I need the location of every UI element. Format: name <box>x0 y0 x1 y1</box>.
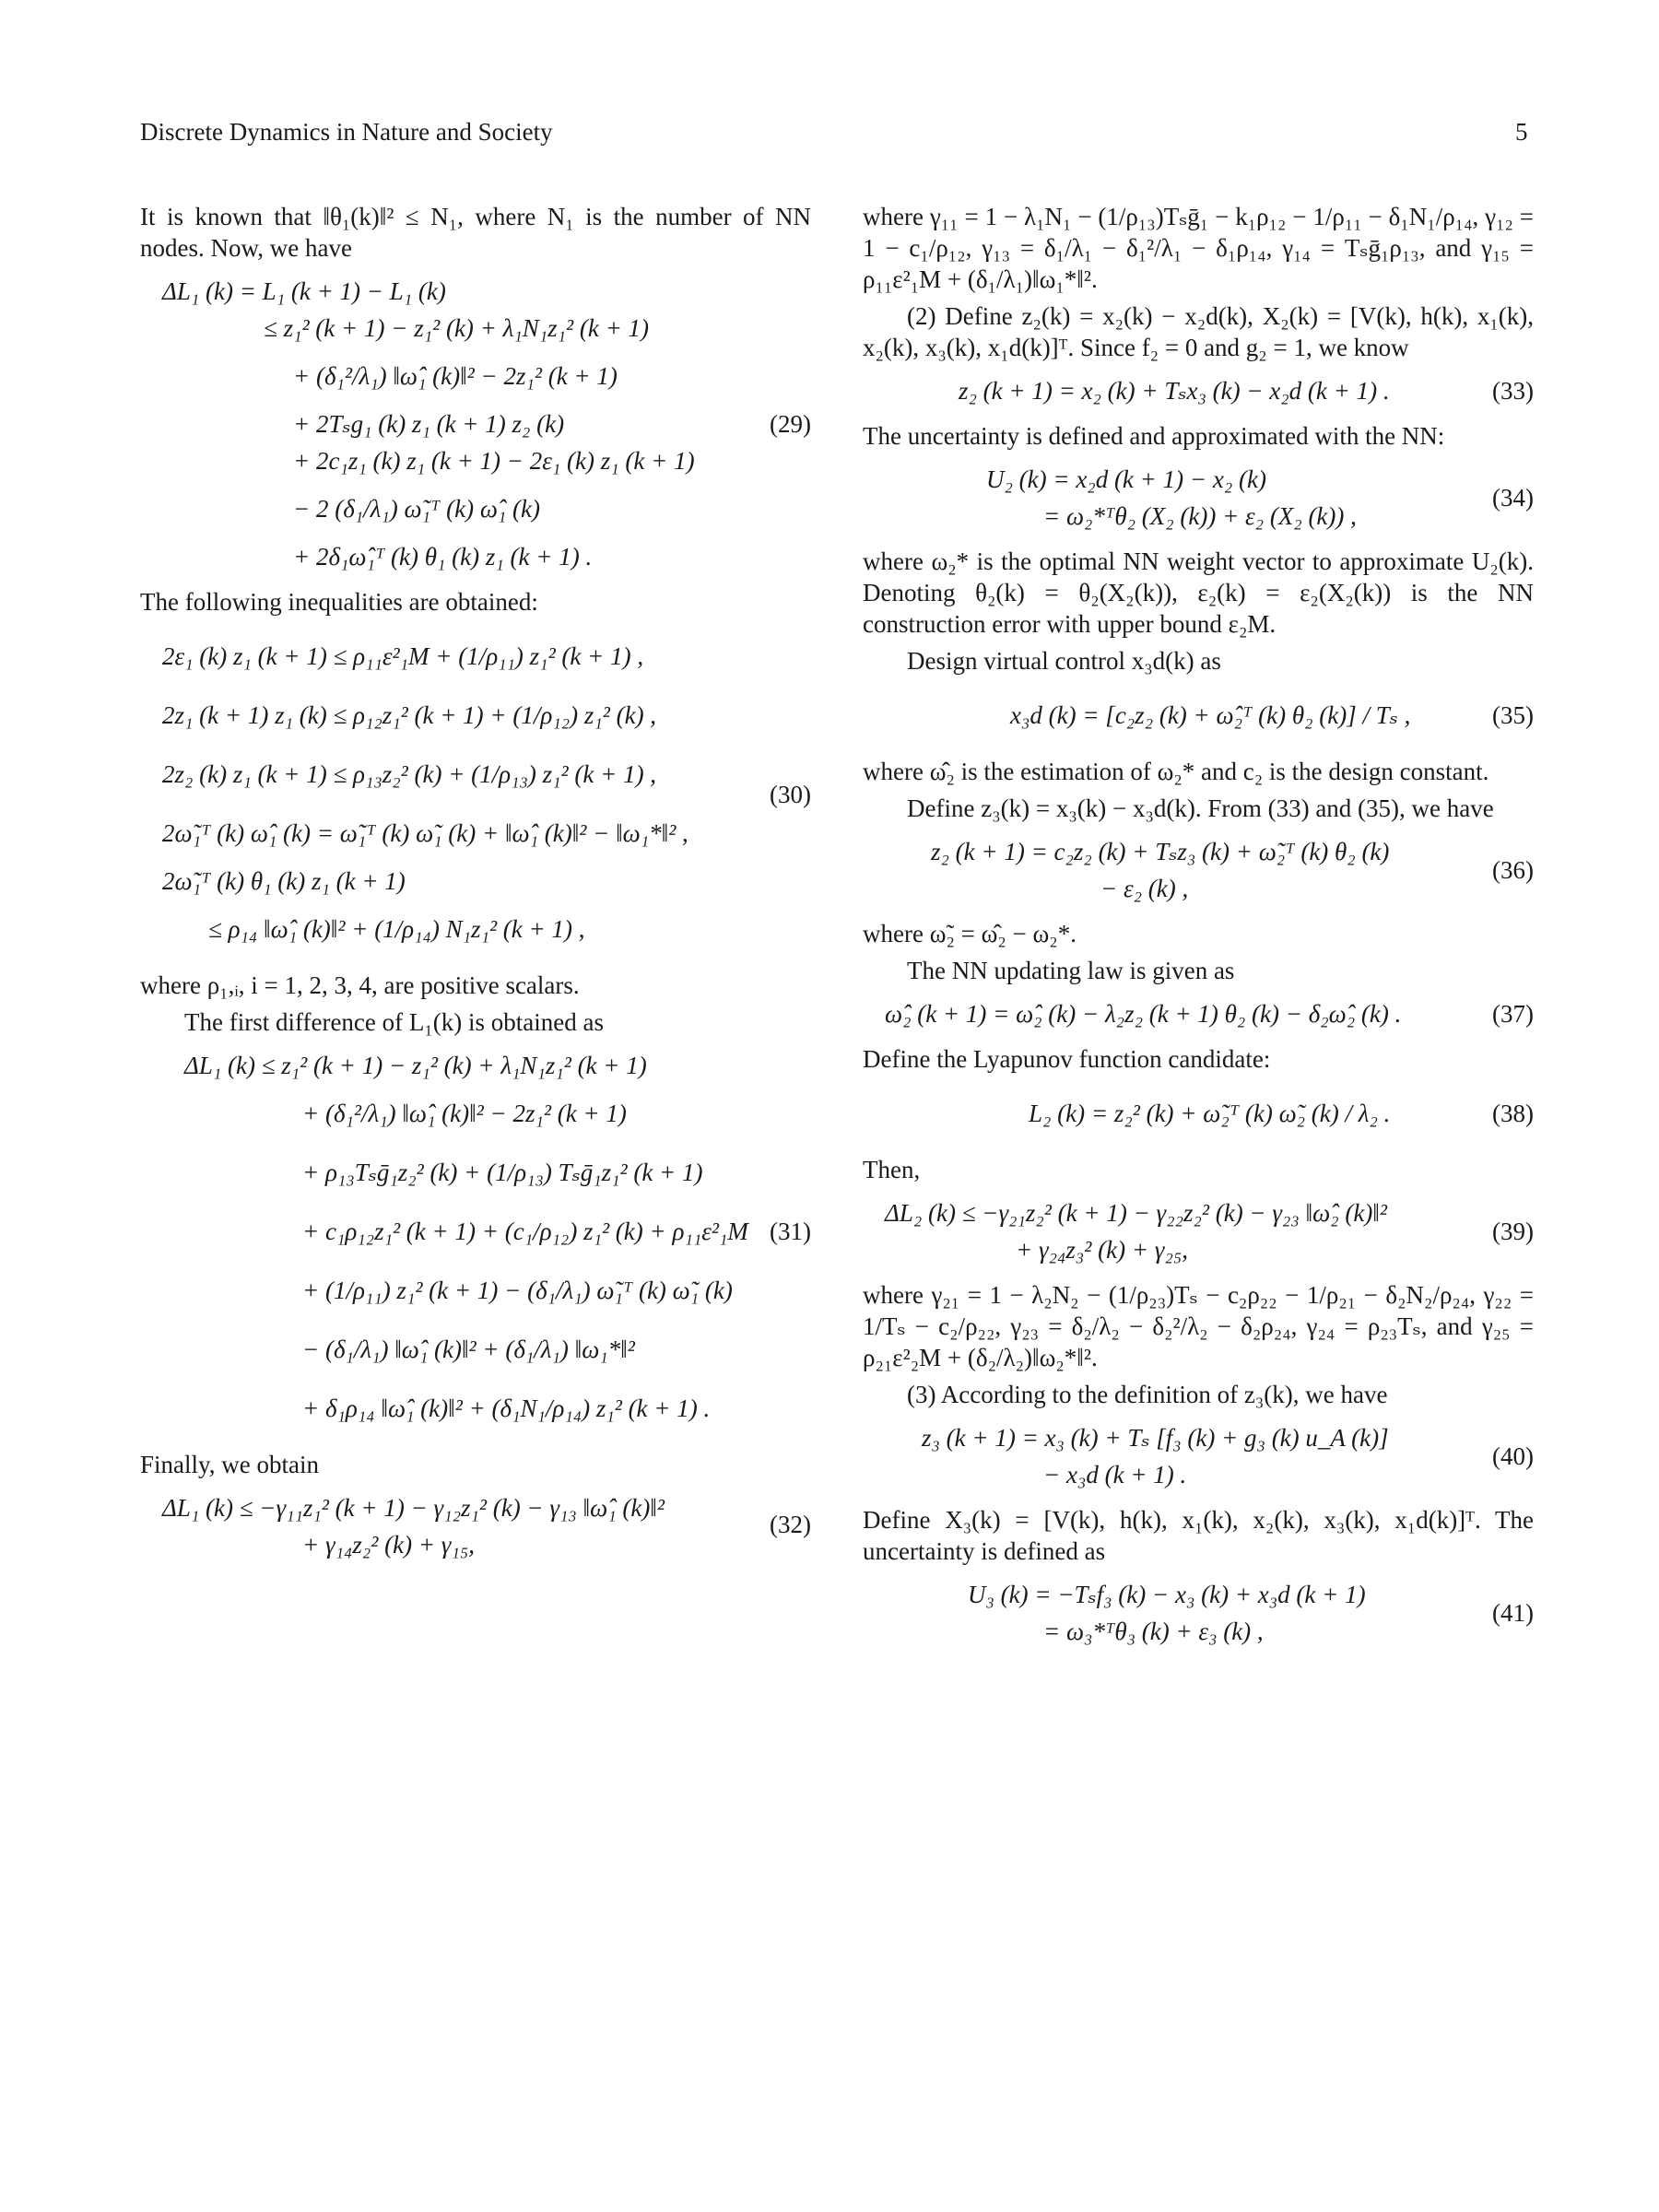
equation-text: x₃d (k) = [c₂z₂ (k) + ω̂₂ᵀ (k) θ₂ (k)] / Tₛ , <box>1010 701 1411 729</box>
paragraph: where ρ₁,ᵢ, i = 1, 2, 3, 4, are positive scalars. <box>140 971 580 999</box>
equation-line: U₂ (k) = x₂d (k + 1) − x₂ (k) <box>986 465 1266 493</box>
equation-line: 2ω̃₁ᵀ (k) ω̂₁ (k) = ω̃₁ᵀ (k) ω̃₁ (k) + ‖ω̂₁ (k)‖² − ‖ω₁*‖² , <box>162 819 688 847</box>
equation-text: = ω₂*ᵀθ₂ (X₂ (k)) + ε₂ (X₂ (k)) , <box>1043 502 1357 530</box>
paragraph: Then, <box>863 1156 921 1183</box>
equation-text: 2z₂ (k) z₁ (k + 1) ≤ ρ₁₃z₂² (k) + (1/ρ₁₃) z₁² (k + 1) , <box>162 760 657 788</box>
equation-number: (32) <box>770 1511 811 1538</box>
equation-line <box>863 856 1534 907</box>
paragraph: It is known that ‖θ₁(k)‖² ≤ N₁, where N₁ is the number of NN nodes. Now, we have <box>140 203 811 262</box>
equation-line <box>863 1442 1534 1493</box>
equation-number: (36) <box>1492 856 1534 884</box>
equation-line: 2z₁ (k + 1) z₁ (k) ≤ ρ₁₂z₁² (k + 1) + (1/ρ₁₂) z₁² (k) , <box>162 701 657 729</box>
equation-line: z₃ (k + 1) = x₃ (k) + Tₛ [f₃ (k) + g₃ (k) u_A (k)] <box>922 1424 1389 1452</box>
equation-line <box>863 1599 1534 1650</box>
paragraph: where γ₂₁ = 1 − λ₂N₂ − (1/ρ₂₃)Tₛ − c₂ρ₂₂ − 1/ρ₂₁ − δ₂N₂/ρ₂₄, γ₂₂ = 1/Tₛ − c₂/ρ₂₂, γ₂₃ = δ₂/λ₂ − δ₂²/λ₂ − δ₂ρ₂₄, γ₂₄ = ρ₂₃Tₛ, and γ₂₅ = ρ₂₁ε²₂M + (δ₂/λ₂)‖ω₂*‖². <box>863 1281 1534 1371</box>
equation-line: ΔL₁ (k) = L₁ (k + 1) − L₁ (k) <box>162 277 446 305</box>
equation-line: ΔL₁ (k) ≤ z₁² (k + 1) − z₁² (k) + λ₁N₁z₁² (k + 1) <box>184 1052 647 1079</box>
equation-35 <box>863 686 1534 745</box>
page-number: 5 <box>1515 118 1528 146</box>
equation-number: (37) <box>1492 1000 1534 1028</box>
equation-line <box>863 1218 1534 1268</box>
equation-number: (34) <box>1492 484 1534 512</box>
equation-30 <box>140 627 811 959</box>
paragraph: (2) Define z₂(k) = x₂(k) − x₂d(k), X₂(k) = [V(k), h(k), x₁(k), x₂(k), x₃(k), x₁d(k)]ᵀ. Since f₂ = 0 and g₂ = 1, we know <box>863 302 1534 361</box>
equation-line <box>863 372 1534 409</box>
equation-33 <box>863 372 1534 409</box>
equation-line <box>863 995 1534 1032</box>
equation-number: (29) <box>770 410 811 438</box>
equation-line <box>140 1202 811 1261</box>
equation-line: + δ₁ρ₁₄ ‖ω̂₁ (k)‖² + (δ₁N₁/ρ₁₄) z₁² (k + 1) . <box>302 1394 711 1422</box>
equation-text: L₂ (k) = z₂² (k) + ω̃₂ᵀ (k) ω̃₂ (k) / λ₂ . <box>1029 1100 1391 1127</box>
left-column <box>140 201 811 1574</box>
equation-number: (35) <box>1492 701 1534 729</box>
equation-39 <box>863 1194 1534 1268</box>
equation-line: − 2 (δ₁/λ₁) ω̃₁ᵀ (k) ω̂₁ (k) <box>293 495 540 523</box>
equation-text: = ω₃*ᵀθ₃ (k) + ε₃ (k) , <box>1043 1618 1264 1645</box>
equation-34 <box>863 461 1534 535</box>
equation-29 <box>140 273 811 575</box>
equation-line: + 2δ₁ω̂₁ᵀ (k) θ₁ (k) z₁ (k + 1) . <box>293 543 593 571</box>
equation-number: (39) <box>1492 1218 1534 1245</box>
paragraph: where ω₂* is the optimal NN weight vector to approximate U₂(k). Denoting θ₂(k) = θ₂(X₂(k)), ε₂(k) = ε₂(X₂(k)) is the NN construction error with upper bound ε₂M. <box>863 547 1534 638</box>
paragraph: Finally, we obtain <box>140 1451 319 1478</box>
equation-text: + 2Tₛg₁ (k) z₁ (k + 1) z₂ (k) <box>293 410 565 438</box>
equation-text: z₂ (k + 1) = x₂ (k) + Tₛx₃ (k) − x₂d (k + 1) . <box>959 377 1390 405</box>
equation-36 <box>863 833 1534 907</box>
paragraph: Design virtual control x₃d(k) as <box>907 647 1221 675</box>
paragraph: Define z₃(k) = x₃(k) − x₃d(k). From (33) and (35), we have <box>907 794 1494 822</box>
paragraph: The NN updating law is given as <box>907 957 1235 984</box>
equation-text: − x₃d (k + 1) . <box>1043 1461 1187 1488</box>
paragraph: Define X₃(k) = [V(k), h(k), x₁(k), x₂(k), x₃(k), x₁d(k)]ᵀ. The uncertainty is defined as <box>863 1506 1534 1565</box>
equation-37 <box>863 995 1534 1032</box>
equation-32 <box>140 1489 811 1563</box>
running-header: Discrete Dynamics in Nature and Society <box>140 118 553 146</box>
equation-line: + (1/ρ₁₁) z₁² (k + 1) − (δ₁/λ₁) ω̃₁ᵀ (k) ω̃₁ (k) <box>302 1277 733 1304</box>
equation-line: z₂ (k + 1) = c₂z₂ (k) + Tₛz₃ (k) + ω̃₂ᵀ (k) θ₂ (k) <box>931 838 1390 865</box>
equation-line: + 2c₁z₁ (k) z₁ (k + 1) − 2ε₁ (k) z₁ (k + 1) <box>293 447 695 475</box>
paragraph: The following inequalities are obtained: <box>140 588 538 616</box>
equation-38 <box>863 1084 1534 1143</box>
equation-text: − ε₂ (k) , <box>1100 875 1189 902</box>
paragraph: Define the Lyapunov function candidate: <box>863 1045 1271 1073</box>
paragraph: The uncertainty is defined and approximated with the NN: <box>863 422 1445 450</box>
equation-line: − (δ₁/λ₁) ‖ω̂₁ (k)‖² + (δ₁/λ₁) ‖ω₁*‖² <box>302 1335 635 1363</box>
equation-number: (30) <box>770 781 811 808</box>
paragraph: (3) According to the definition of z₃(k), we have <box>907 1381 1388 1408</box>
equation-line <box>140 745 811 808</box>
equation-line: 2ε₁ (k) z₁ (k + 1) ≤ ρ₁₁ε²₁M + (1/ρ₁₁) z₁² (k + 1) , <box>162 642 644 670</box>
right-column <box>863 201 1534 1661</box>
equation-line <box>863 686 1534 745</box>
equation-line: 2ω̃₁ᵀ (k) θ₁ (k) z₁ (k + 1) <box>162 867 406 895</box>
equation-text: + c₁ρ₁₂z₁² (k + 1) + (c₁/ρ₁₂) z₁² (k) + ρ₁₁ε²₁M <box>302 1218 748 1245</box>
equation-number: (31) <box>770 1218 811 1245</box>
equation-line <box>863 1084 1534 1143</box>
paragraph: The first difference of L₁(k) is obtained as <box>184 1008 604 1036</box>
paragraph: where ω̃₂ = ω̂₂ − ω₂*. <box>863 920 1077 947</box>
equation-text: + γ₂₄z₃² (k) + γ₂₅, <box>1016 1236 1188 1264</box>
equation-40 <box>863 1419 1534 1493</box>
paragraph: where γ₁₁ = 1 − λ₁N₁ − (1/ρ₁₃)Tₛḡ₁ − k₁ρ₁₂ − 1/ρ₁₁ − δ₁N₁/ρ₁₄, γ₁₂ = 1 − c₁/ρ₁₂, γ₁₃ = δ₁/λ₁ − δ₁²/λ₁ − δ₁ρ₁₄, γ₁₄ = Tₛḡ₁ρ₁₃, and γ₁₅ = ρ₁₁ε²₁M + (δ₁/λ₁)‖ω₁*‖². <box>863 203 1534 293</box>
equation-number: (38) <box>1492 1100 1534 1127</box>
equation-line: ΔL₂ (k) ≤ −γ₂₁z₂² (k + 1) − γ₂₂z₂² (k) − γ₂₃ ‖ω̂₂ (k)‖² <box>885 1199 1387 1227</box>
equation-line: ≤ ρ₁₄ ‖ω̂₁ (k)‖² + (1/ρ₁₄) N₁z₁² (k + 1) , <box>208 915 585 943</box>
equation-line <box>140 1511 811 1563</box>
equation-line: U₃ (k) = −Tₛf₃ (k) − x₃ (k) + x₃d (k + 1) <box>968 1581 1366 1608</box>
equation-line: + (δ₁²/λ₁) ‖ω̂₁ (k)‖² − 2z₁² (k + 1) <box>302 1100 627 1127</box>
equation-line <box>140 406 811 442</box>
equation-41 <box>863 1576 1534 1650</box>
equation-line: ≤ z₁² (k + 1) − z₁² (k) + λ₁N₁z₁² (k + 1) <box>264 314 650 342</box>
equation-line: + (δ₁²/λ₁) ‖ω̂₁ (k)‖² − 2z₁² (k + 1) <box>293 362 618 390</box>
equation-number: (40) <box>1492 1442 1534 1470</box>
equation-31 <box>140 1047 811 1438</box>
equation-line <box>863 484 1534 535</box>
equation-line: + ρ₁₃Tₛḡ₁z₂² (k) + (1/ρ₁₃) Tₛḡ₁z₁² (k + 1) <box>302 1159 703 1186</box>
equation-text: ω̂₂ (k + 1) = ω̂₂ (k) − λ₂z₂ (k + 1) θ₂ (k) − δ₂ω̂₂ (k) . <box>885 1000 1402 1028</box>
equation-text: + γ₁₄z₂² (k) + γ₁₅, <box>302 1531 475 1559</box>
paragraph: where ω̂₂ is the estimation of ω₂* and c₂ is the design constant. <box>863 758 1489 785</box>
equation-number: (41) <box>1492 1599 1534 1627</box>
equation-number: (33) <box>1492 377 1534 405</box>
equation-line: ΔL₁ (k) ≤ −γ₁₁z₁² (k + 1) − γ₁₂z₁² (k) − γ₁₃ ‖ω̂₁ (k)‖² <box>162 1494 665 1522</box>
